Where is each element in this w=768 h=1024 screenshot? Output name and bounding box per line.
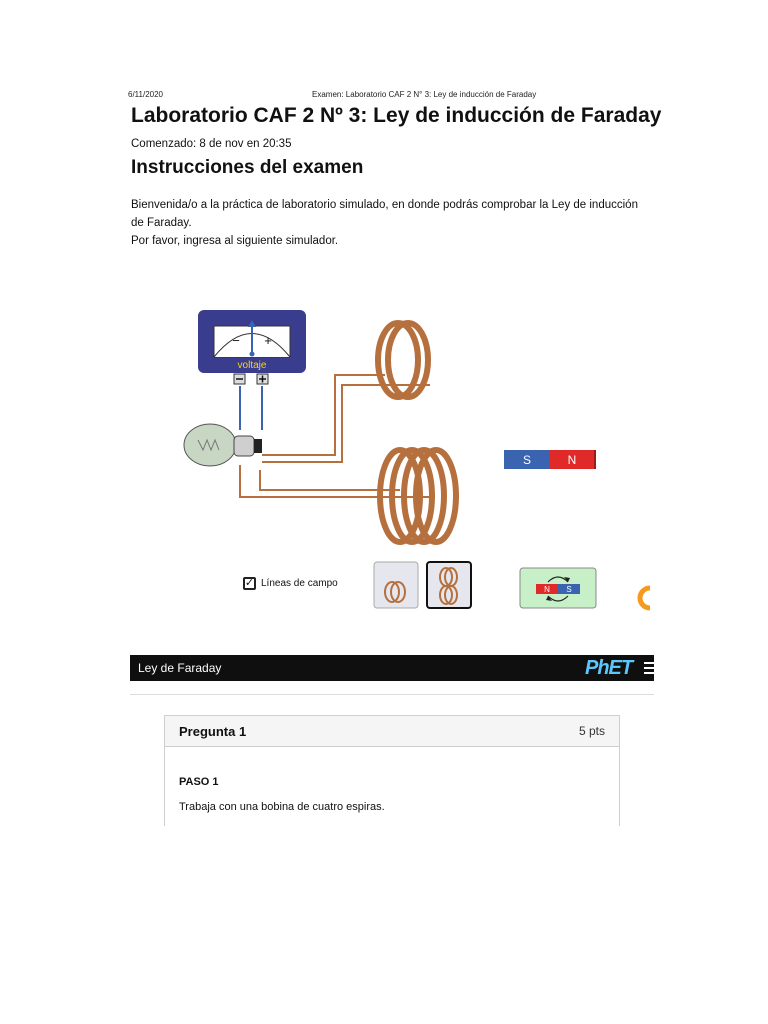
intro-paragraph: Bienvenida/o a la práctica de laboratorio simulado, en donde podrás comprobar la Ley de inducción de Faraday. bbox=[131, 199, 638, 229]
simulator-prompt: Por favor, ingresa al siguiente simulador. bbox=[131, 235, 339, 247]
divider bbox=[130, 694, 654, 695]
four-loop-coil bbox=[380, 450, 456, 542]
voltmeter-label: voltaje bbox=[237, 360, 267, 371]
question-header bbox=[165, 716, 619, 747]
meter-plus: + bbox=[264, 333, 272, 348]
question-title: Pregunta 1 bbox=[179, 724, 247, 739]
light-bulb bbox=[184, 424, 262, 466]
question-text: Trabaja con una bobina de cuatro espiras. bbox=[179, 801, 385, 813]
flip-north-label: N bbox=[544, 585, 550, 594]
bar-magnet[interactable] bbox=[504, 450, 596, 469]
magnet-north-label: N bbox=[567, 453, 577, 467]
coil-four-loop-button[interactable] bbox=[427, 562, 471, 608]
flip-magnet-button[interactable] bbox=[520, 568, 596, 608]
print-date: 6/11/2020 bbox=[128, 90, 163, 99]
field-lines-toggle[interactable] bbox=[243, 577, 338, 590]
exam-title: Laboratorio CAF 2 Nº 3: Ley de inducción de Faraday bbox=[131, 104, 662, 127]
faraday-simulator[interactable] bbox=[170, 300, 654, 620]
question-points: 5 pts bbox=[578, 724, 605, 738]
phet-logo: PhET bbox=[585, 657, 633, 679]
voltmeter bbox=[198, 310, 306, 384]
question-step: PASO 1 bbox=[179, 776, 219, 788]
started-timestamp: Comenzado: 8 de nov en 20:35 bbox=[131, 138, 292, 150]
meter-minus: − bbox=[232, 333, 240, 348]
sim-title: Ley de Faraday bbox=[138, 661, 222, 675]
section-heading: Instrucciones del examen bbox=[131, 157, 364, 178]
magnet-south-label: S bbox=[522, 453, 532, 467]
field-lines-checkbox[interactable]: ✓ bbox=[244, 577, 255, 589]
field-lines-label: Líneas de campo bbox=[261, 578, 338, 589]
print-title: Examen: Laboratorio CAF 2 N° 3: Ley de inducción de Faraday bbox=[312, 90, 537, 99]
reset-icon[interactable] bbox=[640, 588, 650, 608]
hamburger-menu-icon[interactable] bbox=[644, 662, 654, 677]
question-card bbox=[164, 715, 620, 826]
flip-south-label: S bbox=[566, 585, 572, 594]
coil-two-loop-button[interactable] bbox=[374, 562, 418, 608]
